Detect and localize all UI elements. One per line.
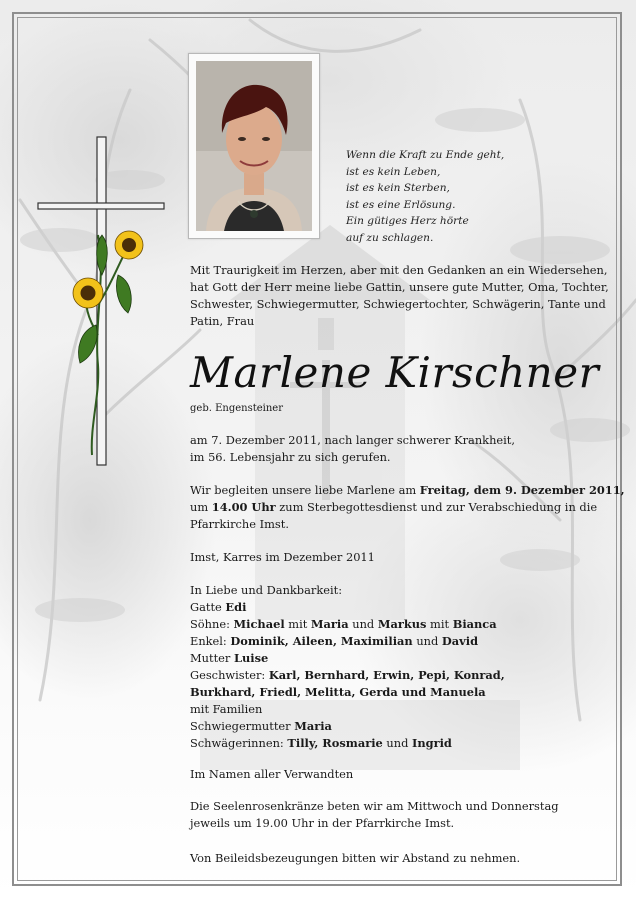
funeral-text: Wir begleiten unsere liebe Marlene am bbox=[190, 483, 420, 497]
family-member: Maria bbox=[310, 617, 349, 631]
family-member: Edi bbox=[225, 600, 247, 614]
intro-line: hat Gott der Herr meine liebe Gattin, unsere gute Mutter, Oma, Tochter, bbox=[190, 280, 609, 294]
funeral-line-3: Pfarrkirche Imst. bbox=[190, 517, 289, 531]
family-member: Burkhard, Friedl, Melitta, Gerda und Manuela bbox=[190, 685, 486, 699]
death-line: im 56. Lebensjahr zu sich gerufen. bbox=[190, 450, 391, 464]
family-label: Schwägerinnen: bbox=[190, 736, 288, 750]
family-connector: und bbox=[348, 617, 378, 631]
funeral-text: um bbox=[190, 500, 212, 514]
family-line-gatte bbox=[190, 599, 505, 616]
family-member: David bbox=[441, 634, 479, 648]
family-label: Mutter bbox=[190, 651, 234, 665]
family-list bbox=[190, 582, 505, 752]
family-member: Luise bbox=[233, 651, 269, 665]
family-member: Tilly, Rosmarie bbox=[287, 736, 383, 750]
poem bbox=[346, 147, 504, 246]
family-line-schwaegerinnen bbox=[190, 735, 505, 752]
cross-with-sunflowers-icon bbox=[36, 135, 166, 470]
poem-line: auf zu schlagen. bbox=[346, 231, 434, 244]
death-line: am 7. Dezember 2011, nach langer schwerer Krankheit, bbox=[190, 433, 515, 447]
funeral-info bbox=[190, 482, 625, 533]
intro-line: Mit Traurigkeit im Herzen, aber mit den Gedanken an ein Wiedersehen, bbox=[190, 263, 608, 277]
place-date: Imst, Karres im Dezember 2011 bbox=[190, 550, 375, 564]
family-label: Schwiegermutter bbox=[190, 719, 295, 733]
rosary-line: Die Seelenrosenkränze beten wir am Mittwoch und Donnerstag bbox=[190, 799, 559, 813]
poem-line: ist es kein Leben, bbox=[346, 165, 441, 178]
funeral-time: 14.00 Uhr bbox=[211, 500, 276, 514]
rosary-info bbox=[190, 798, 559, 832]
closing-line: Im Namen aller Verwandten bbox=[190, 767, 354, 781]
family-member: Ingrid bbox=[412, 736, 452, 750]
family-line-schwiegermutter bbox=[190, 718, 505, 735]
funeral-date: Freitag, dem 9. Dezember 2011, bbox=[419, 483, 625, 497]
family-label: Söhne: bbox=[190, 617, 234, 631]
rosary-line: jeweils um 19.00 Uhr in der Pfarrkirche Imst. bbox=[190, 816, 455, 830]
family-label: Geschwister: bbox=[190, 668, 269, 682]
death-info bbox=[190, 432, 515, 466]
family-line-enkel bbox=[190, 633, 505, 650]
funeral-line-1 bbox=[190, 482, 625, 499]
family-line-geschwister-2 bbox=[190, 684, 505, 701]
family-label: Enkel: bbox=[190, 634, 231, 648]
poem-line: ist es kein Sterben, bbox=[346, 182, 450, 194]
intro-paragraph bbox=[190, 262, 609, 330]
intro-line: Patin, Frau bbox=[190, 314, 255, 328]
funeral-line-2 bbox=[190, 499, 625, 516]
family-connector: mit bbox=[426, 617, 453, 631]
portrait-photo bbox=[188, 53, 320, 239]
family-line-geschwister bbox=[190, 667, 505, 684]
deceased-name: Marlene Kirschner bbox=[190, 348, 600, 397]
condolence-note: Von Beileidsbezeugungen bitten wir Abstand zu nehmen. bbox=[190, 851, 521, 865]
family-connector: und bbox=[382, 736, 413, 750]
family-line-mutter bbox=[190, 650, 505, 667]
poem-line: ist es eine Erlösung. bbox=[346, 198, 456, 211]
poem-line: Ein gütiges Herz hörte bbox=[346, 215, 469, 227]
family-member: Michael bbox=[233, 617, 285, 631]
birth-name: geb. Engensteiner bbox=[190, 403, 283, 414]
family-member: Dominik, Aileen, Maximilian bbox=[230, 634, 413, 648]
family-connector: und bbox=[412, 634, 442, 648]
funeral-text: zum Sterbegottesdienst und zur Verabschiedung in die bbox=[275, 500, 598, 514]
family-connector: mit bbox=[284, 617, 311, 631]
family-member: Bianca bbox=[452, 617, 497, 631]
intro-line: Schwester, Schwiegermutter, Schwiegertochter, Schwägerin, Tante und bbox=[190, 297, 606, 311]
family-line-soehne bbox=[190, 616, 505, 633]
poem-line: Wenn die Kraft zu Ende geht, bbox=[346, 149, 505, 161]
family-member: Markus bbox=[377, 617, 427, 631]
family-label: Gatte bbox=[190, 600, 226, 614]
family-member: Karl, Bernhard, Erwin, Pepi, Konrad, bbox=[268, 668, 505, 682]
family-member: Maria bbox=[294, 719, 332, 733]
family-heading: In Liebe und Dankbarkeit: bbox=[190, 583, 343, 597]
family-line-familien: mit Familien bbox=[190, 702, 263, 716]
